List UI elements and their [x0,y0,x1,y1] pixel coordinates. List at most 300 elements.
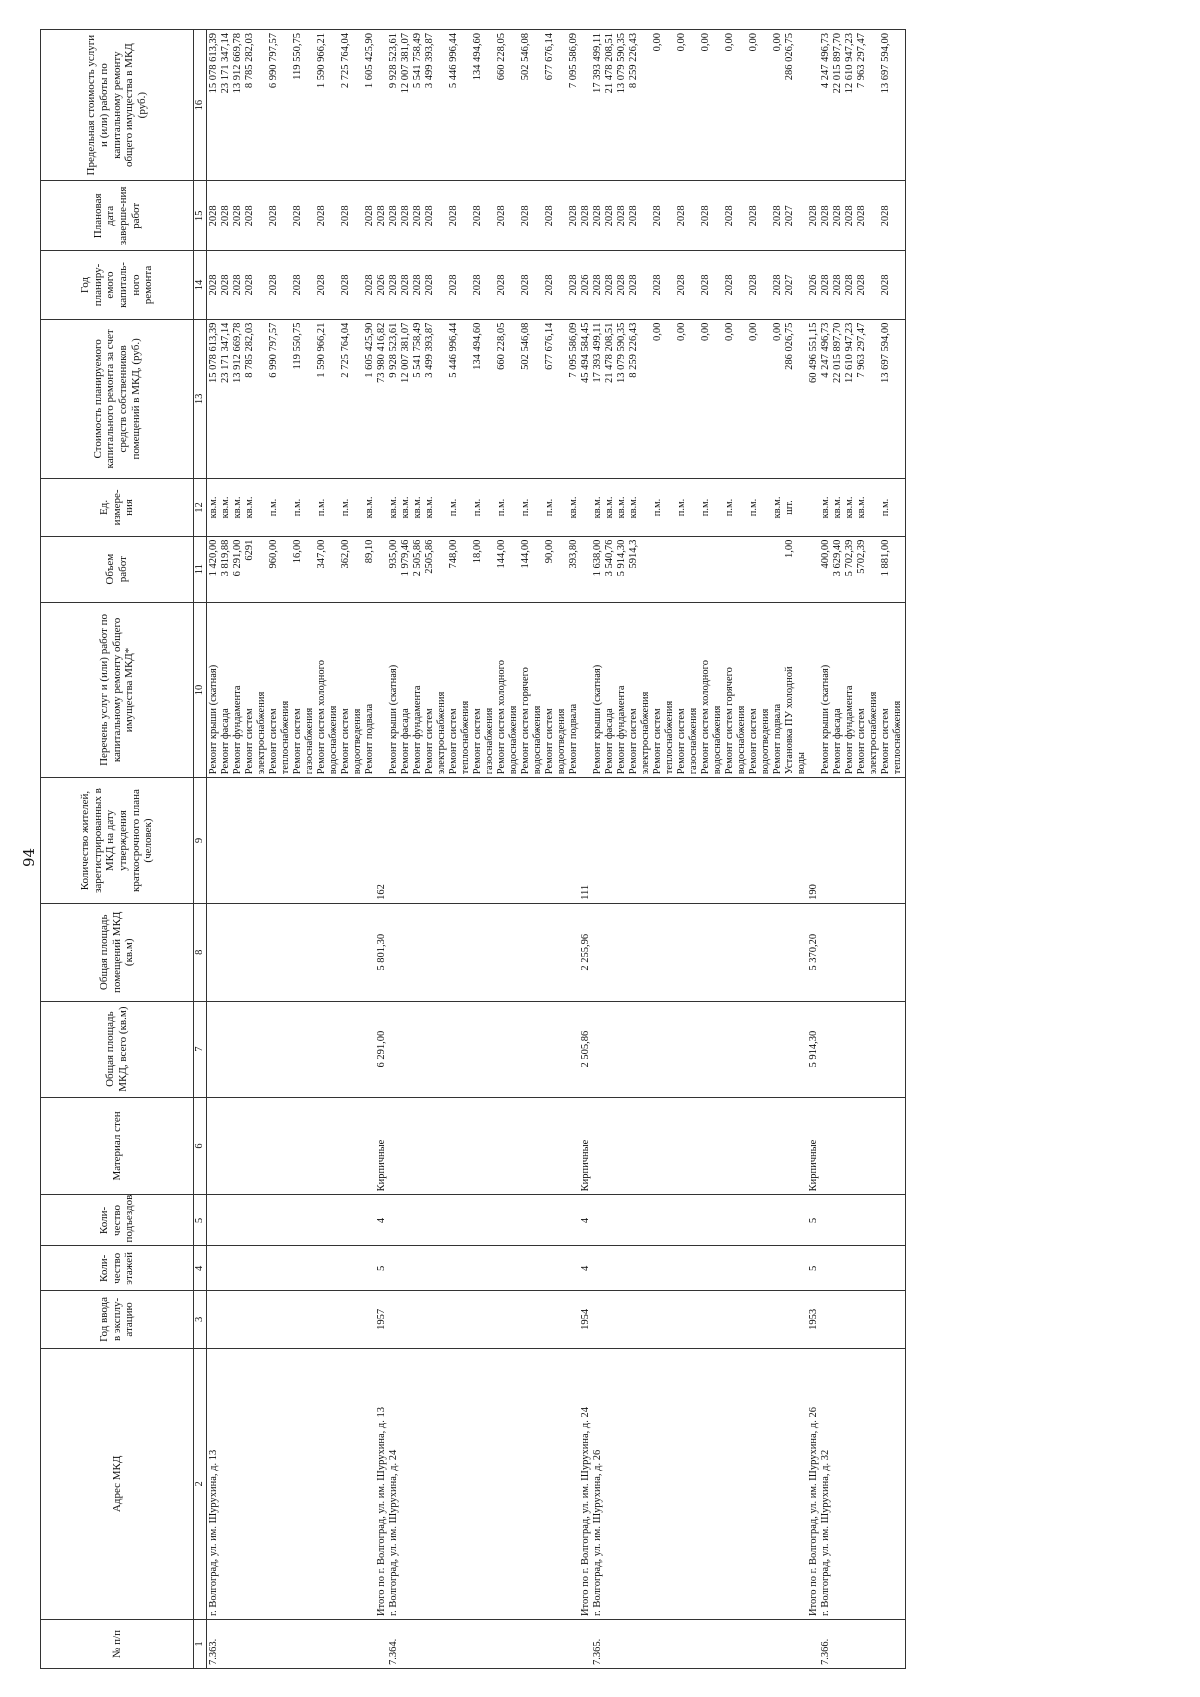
line-col-8: 5 370,20 [808,933,819,971]
line-col-1 [544,1623,556,1665]
line-col-12: кв.м. [364,496,375,519]
line-col-6 [388,1101,400,1192]
line-col-13: 8 259 226,43 [628,322,639,378]
line-col-8 [856,907,868,998]
line-col-4 [604,1250,616,1288]
line-col-12 [256,482,268,532]
line-col-16: 0,00 [724,33,735,52]
line-col-1 [712,1623,724,1665]
line-col-15 [436,184,448,247]
repair-plan-table [40,29,906,1669]
line-col-10: Ремонт крыши (скатная) [820,664,831,775]
line-col-1 [292,1623,304,1665]
line-col-8: 2 255,96 [580,933,591,971]
line-col-10: Ремонт фасада [604,708,615,775]
col-1 [207,1620,906,1669]
line-col-12: п.м. [292,498,303,517]
line-col-2 [868,1352,880,1616]
line-col-10: водоснабжения [328,705,339,775]
line-col-12: кв.м. [208,496,219,519]
line-col-16: 286 026,75 [784,33,795,81]
line-col-3 [544,1294,556,1344]
line-col-11: 748,00 [448,539,459,569]
line-col-9 [268,781,280,900]
line-col-3 [304,1294,316,1344]
line-col-6 [304,1101,316,1192]
line-col-9 [568,781,580,900]
line-col-14: 2028 [628,274,639,296]
line-col-5 [304,1198,316,1242]
line-col-4: 5 [808,1265,819,1271]
line-col-7: 2 505,86 [580,1030,591,1068]
line-col-9 [676,781,688,900]
line-col-13 [712,323,724,476]
line-col-7: 6 291,00 [376,1030,387,1068]
line-col-5 [328,1198,340,1242]
line-col-2 [412,1352,424,1616]
line-col-14 [352,254,364,315]
line-col-3 [340,1294,352,1344]
line-col-11: 3 540,76 [604,539,615,577]
col-3 [207,1291,906,1348]
line-col-4 [832,1250,844,1288]
line-col-5 [700,1198,712,1242]
line-col-4 [724,1250,736,1288]
line-col-7 [304,1005,316,1094]
line-col-10: электроснабжения [868,691,879,775]
line-col-14: 2028 [604,274,615,296]
line-col-8 [280,907,292,998]
line-col-1 [436,1623,448,1665]
line-col-7 [652,1005,664,1094]
line-col-14 [868,254,880,315]
line-col-8 [232,907,244,998]
line-col-7 [364,1005,376,1094]
line-col-6 [340,1101,352,1192]
line-col-10: Ремонт систем холодного [496,660,507,775]
line-col-8 [832,907,844,998]
line-col-6 [484,1101,496,1192]
line-col-3 [676,1294,688,1344]
line-col-3 [208,1294,220,1344]
line-col-9 [520,781,532,900]
line-col-11 [736,540,748,599]
line-col-10: теплоснабжения [280,700,291,775]
line-col-7 [748,1005,760,1094]
line-col-1 [676,1623,688,1665]
line-col-9 [688,781,700,900]
line-col-9 [400,781,412,900]
line-col-8 [604,907,616,998]
line-col-7 [856,1005,868,1094]
line-col-7 [400,1005,412,1094]
line-col-11: 16,00 [292,539,303,564]
line-col-11 [580,540,592,599]
line-col-11: 90,00 [544,539,555,564]
line-col-5 [892,1198,904,1242]
line-col-2 [544,1352,556,1616]
line-col-13: 13 079 590,35 [616,322,627,383]
line-col-1 [412,1623,424,1665]
line-col-4 [232,1250,244,1288]
line-col-15: 2028 [592,205,603,227]
line-col-2 [484,1352,496,1616]
line-col-4 [760,1250,772,1288]
line-col-4 [820,1250,832,1288]
line-col-10: Ремонт фасада [220,708,231,775]
line-col-12: п.м. [496,498,507,517]
line-col-5 [280,1198,292,1242]
line-col-7 [772,1005,784,1094]
line-col-13: 286 026,75 [784,322,795,370]
line-col-14: 2028 [244,274,255,296]
line-col-3 [868,1294,880,1344]
header-cell: Количество жителей, зарегистрированных в МКД на дату утверждения краткосрочного плана (человек) [41,778,194,904]
line-col-12: п.м. [448,498,459,517]
line-col-8 [388,907,400,998]
line-col-4 [472,1250,484,1288]
line-col-2 [304,1352,316,1616]
line-col-16: 677 676,14 [544,33,555,81]
col-2 [207,1348,906,1619]
line-col-15: 2028 [880,205,891,227]
line-col-12: кв.м. [232,496,243,519]
line-col-13: 7 963 297,47 [856,322,867,378]
line-col-13: 6 990 797,57 [268,322,279,378]
line-col-9: 162 [376,884,387,900]
line-col-1 [472,1623,484,1665]
line-col-8 [760,907,772,998]
line-col-14: 2028 [496,274,507,296]
line-col-6 [412,1101,424,1192]
line-col-11 [304,540,316,599]
line-col-4 [772,1250,784,1288]
line-col-14: 2028 [412,274,423,296]
line-col-10: воды [796,752,807,775]
line-col-14: 2028 [208,274,219,296]
line-col-8 [544,907,556,998]
line-col-2 [784,1352,796,1616]
line-col-13: 0,00 [676,322,687,341]
line-col-4 [568,1250,580,1288]
line-col-15: 2028 [832,205,843,227]
line-col-2 [364,1352,376,1616]
line-col-1 [664,1623,676,1665]
line-col-16 [556,33,568,177]
header-cell: Год планиру-емого капиталь-ного ремонта [41,251,194,319]
line-col-11 [532,540,544,599]
line-col-14: 2028 [220,274,231,296]
line-col-14: 2028 [268,274,279,296]
line-col-8 [304,907,316,998]
line-col-2: г. Волгоград, ул. им. Шурухина, д. 26 [592,1449,603,1617]
line-col-5 [292,1198,304,1242]
line-col-9 [472,781,484,900]
line-col-1 [580,1623,592,1665]
line-col-16: 23 171 347,14 [220,33,231,94]
line-col-6 [568,1101,580,1192]
line-col-14 [688,254,700,315]
column-number: 3 [194,1291,207,1348]
line-col-10: Ремонт систем [652,708,663,775]
line-col-13 [532,323,544,476]
line-col-12: шт. [784,500,795,515]
line-col-4 [448,1250,460,1288]
line-col-15 [508,184,520,247]
line-col-8 [316,907,328,998]
line-col-10: водоснабжения [712,705,723,775]
line-col-1 [760,1623,772,1665]
line-col-4 [868,1250,880,1288]
line-col-14 [892,254,904,315]
line-col-4 [424,1250,436,1288]
line-col-2: Итого по г. Волгоград, ул. им. Шурухина, д. 24 [580,1407,591,1617]
line-col-4 [592,1250,604,1288]
line-col-15 [280,184,292,247]
line-col-9 [388,781,400,900]
line-col-13: 660 228,05 [496,322,507,370]
line-col-13 [508,323,520,476]
column-number: 9 [194,778,207,904]
line-col-15: 2028 [616,205,627,227]
line-col-10: Ремонт систем [856,708,867,775]
line-col-3 [232,1294,244,1344]
line-col-6: Кирпичные [580,1139,591,1192]
line-col-6 [652,1101,664,1192]
line-col-5 [640,1198,652,1242]
line-col-15: 2028 [424,205,435,227]
line-col-4 [496,1250,508,1288]
line-col-15: 2028 [604,205,615,227]
line-col-7 [604,1005,616,1094]
line-col-15 [712,184,724,247]
line-col-4 [304,1250,316,1288]
line-col-11 [796,540,808,599]
line-col-14: 2028 [616,274,627,296]
line-col-10: Ремонт фундамента [844,685,855,775]
line-col-14 [508,254,520,315]
line-col-16: 4 247 496,73 [820,33,831,89]
line-col-15: 2028 [220,205,231,227]
line-col-12: п.м. [676,498,687,517]
line-col-15: 2028 [400,205,411,227]
line-col-7 [316,1005,328,1094]
line-col-13: 8 785 282,03 [244,322,255,378]
line-col-9 [220,781,232,900]
line-col-11: 1 638,00 [592,539,603,577]
line-col-1 [868,1623,880,1665]
line-col-9 [412,781,424,900]
column-number: 7 [194,1001,207,1097]
line-col-16: 3 499 393,87 [424,33,435,89]
line-col-3 [664,1294,676,1344]
line-col-3 [832,1294,844,1344]
line-col-16: 15 078 613,39 [208,33,219,94]
line-col-7 [640,1005,652,1094]
line-col-8 [412,907,424,998]
line-col-14: 2028 [676,274,687,296]
line-col-15 [484,184,496,247]
line-col-4 [856,1250,868,1288]
line-col-9 [748,781,760,900]
line-col-10: водоснабжения [508,705,519,775]
line-col-16: 12 007 381,07 [400,33,411,94]
line-col-5 [220,1198,232,1242]
line-col-11: 5702,39 [856,539,867,574]
line-col-11: 18,00 [472,539,483,564]
table-body-row [207,30,906,1669]
column-number: 5 [194,1195,207,1246]
line-col-6 [640,1101,652,1192]
line-col-16: 8 259 226,43 [628,33,639,89]
line-col-16: 0,00 [748,33,759,52]
line-col-15: 2028 [292,205,303,227]
line-col-13: 1 590 966,21 [316,322,327,378]
line-col-11 [676,540,688,599]
line-col-10: Ремонт систем холодного [316,660,327,775]
line-col-4 [400,1250,412,1288]
line-col-7 [448,1005,460,1094]
line-col-8 [460,907,472,998]
line-col-12: п.м. [316,498,327,517]
header-cell: Коли-чество этажей [41,1246,194,1291]
line-col-6 [856,1101,868,1192]
line-col-3 [484,1294,496,1344]
line-col-13 [868,323,880,476]
line-col-16 [256,33,268,177]
line-col-3 [616,1294,628,1344]
line-col-13 [640,323,652,476]
line-col-10: электроснабжения [256,691,267,775]
line-col-9 [556,781,568,900]
line-col-1 [304,1623,316,1665]
line-col-14: 2028 [592,274,603,296]
line-col-8 [700,907,712,998]
line-col-4 [292,1250,304,1288]
header-cell: Стоимость планируемого капитального ремонта за счет средств собственников помещений в МКД, (руб.) [41,319,194,479]
line-col-4 [880,1250,892,1288]
line-col-10: Ремонт подвала [364,703,375,775]
line-col-1 [892,1623,904,1665]
line-col-12: кв.м. [856,496,867,519]
line-col-5 [532,1198,544,1242]
line-col-3 [772,1294,784,1344]
line-col-5 [724,1198,736,1242]
line-col-8 [880,907,892,998]
line-col-9 [652,781,664,900]
line-col-15: 2028 [208,205,219,227]
line-col-15 [556,184,568,247]
line-col-7 [472,1005,484,1094]
line-col-7 [820,1005,832,1094]
line-col-11: 144,00 [520,539,531,569]
line-col-2 [424,1352,436,1616]
line-col-10: Ремонт систем [628,708,639,775]
line-col-7: 5 914,30 [808,1030,819,1068]
line-col-14 [256,254,268,315]
line-col-9 [460,781,472,900]
line-col-13: 21 478 208,51 [604,322,615,383]
line-col-16 [484,33,496,177]
line-col-5 [232,1198,244,1242]
line-col-13 [796,323,808,476]
line-col-12 [808,482,820,532]
line-col-16: 13 912 669,78 [232,33,243,94]
line-col-9 [352,781,364,900]
line-col-6 [556,1101,568,1192]
line-col-9 [880,781,892,900]
line-col-13: 15 078 613,39 [208,322,219,383]
line-col-15: 2028 [232,205,243,227]
line-col-14 [640,254,652,315]
line-col-5 [568,1198,580,1242]
line-col-15: 2028 [568,205,579,227]
line-col-12 [736,482,748,532]
line-col-10: водоотведения [556,708,567,775]
line-col-12 [712,482,724,532]
line-col-3 [388,1294,400,1344]
line-col-4 [892,1250,904,1288]
line-col-7 [880,1005,892,1094]
line-col-10: газоснабжения [688,707,699,775]
line-col-10: Ремонт систем [424,708,435,775]
line-col-3 [652,1294,664,1344]
line-col-1 [748,1623,760,1665]
line-col-12 [352,482,364,532]
line-col-14: 2028 [856,274,867,296]
line-col-8 [328,907,340,998]
line-col-2 [724,1352,736,1616]
line-col-4 [412,1250,424,1288]
line-col-5 [628,1198,640,1242]
line-col-13 [736,323,748,476]
line-col-7 [700,1005,712,1094]
line-col-15: 2028 [580,205,591,227]
line-col-12: п.м. [544,498,555,517]
header-cell: Предельная стоимость услуги и (или) работы по капитальному ремонту общего имущества в МКД (руб.) [41,30,194,181]
line-col-7 [256,1005,268,1094]
line-col-12 [532,482,544,532]
line-col-5 [604,1198,616,1242]
line-col-5 [688,1198,700,1242]
line-col-15: 2028 [376,205,387,227]
line-col-2 [460,1352,472,1616]
line-col-3 [856,1294,868,1344]
line-col-16: 0,00 [700,33,711,52]
line-col-14 [532,254,544,315]
line-col-2: г. Волгоград, ул. им. Шурухина, д. 32 [820,1449,831,1617]
line-col-12 [688,482,700,532]
line-col-10: Ремонт крыши (скатная) [388,664,399,775]
line-col-3 [472,1294,484,1344]
column-number: 2 [194,1348,207,1619]
line-col-2 [268,1352,280,1616]
line-col-8 [712,907,724,998]
line-col-10: Ремонт подвала [568,703,579,775]
line-col-15: 2028 [856,205,867,227]
line-col-3 [688,1294,700,1344]
line-col-10: Ремонт фасада [400,708,411,775]
line-col-16 [688,33,700,177]
line-col-15: 2028 [520,205,531,227]
line-col-6 [532,1101,544,1192]
line-col-13: 5 541 758,49 [412,322,423,378]
line-col-3 [220,1294,232,1344]
line-col-10: Ремонт систем [340,708,351,775]
line-col-11: 3 819,88 [220,539,231,577]
line-col-12: кв.м. [244,496,255,519]
line-col-8 [340,907,352,998]
